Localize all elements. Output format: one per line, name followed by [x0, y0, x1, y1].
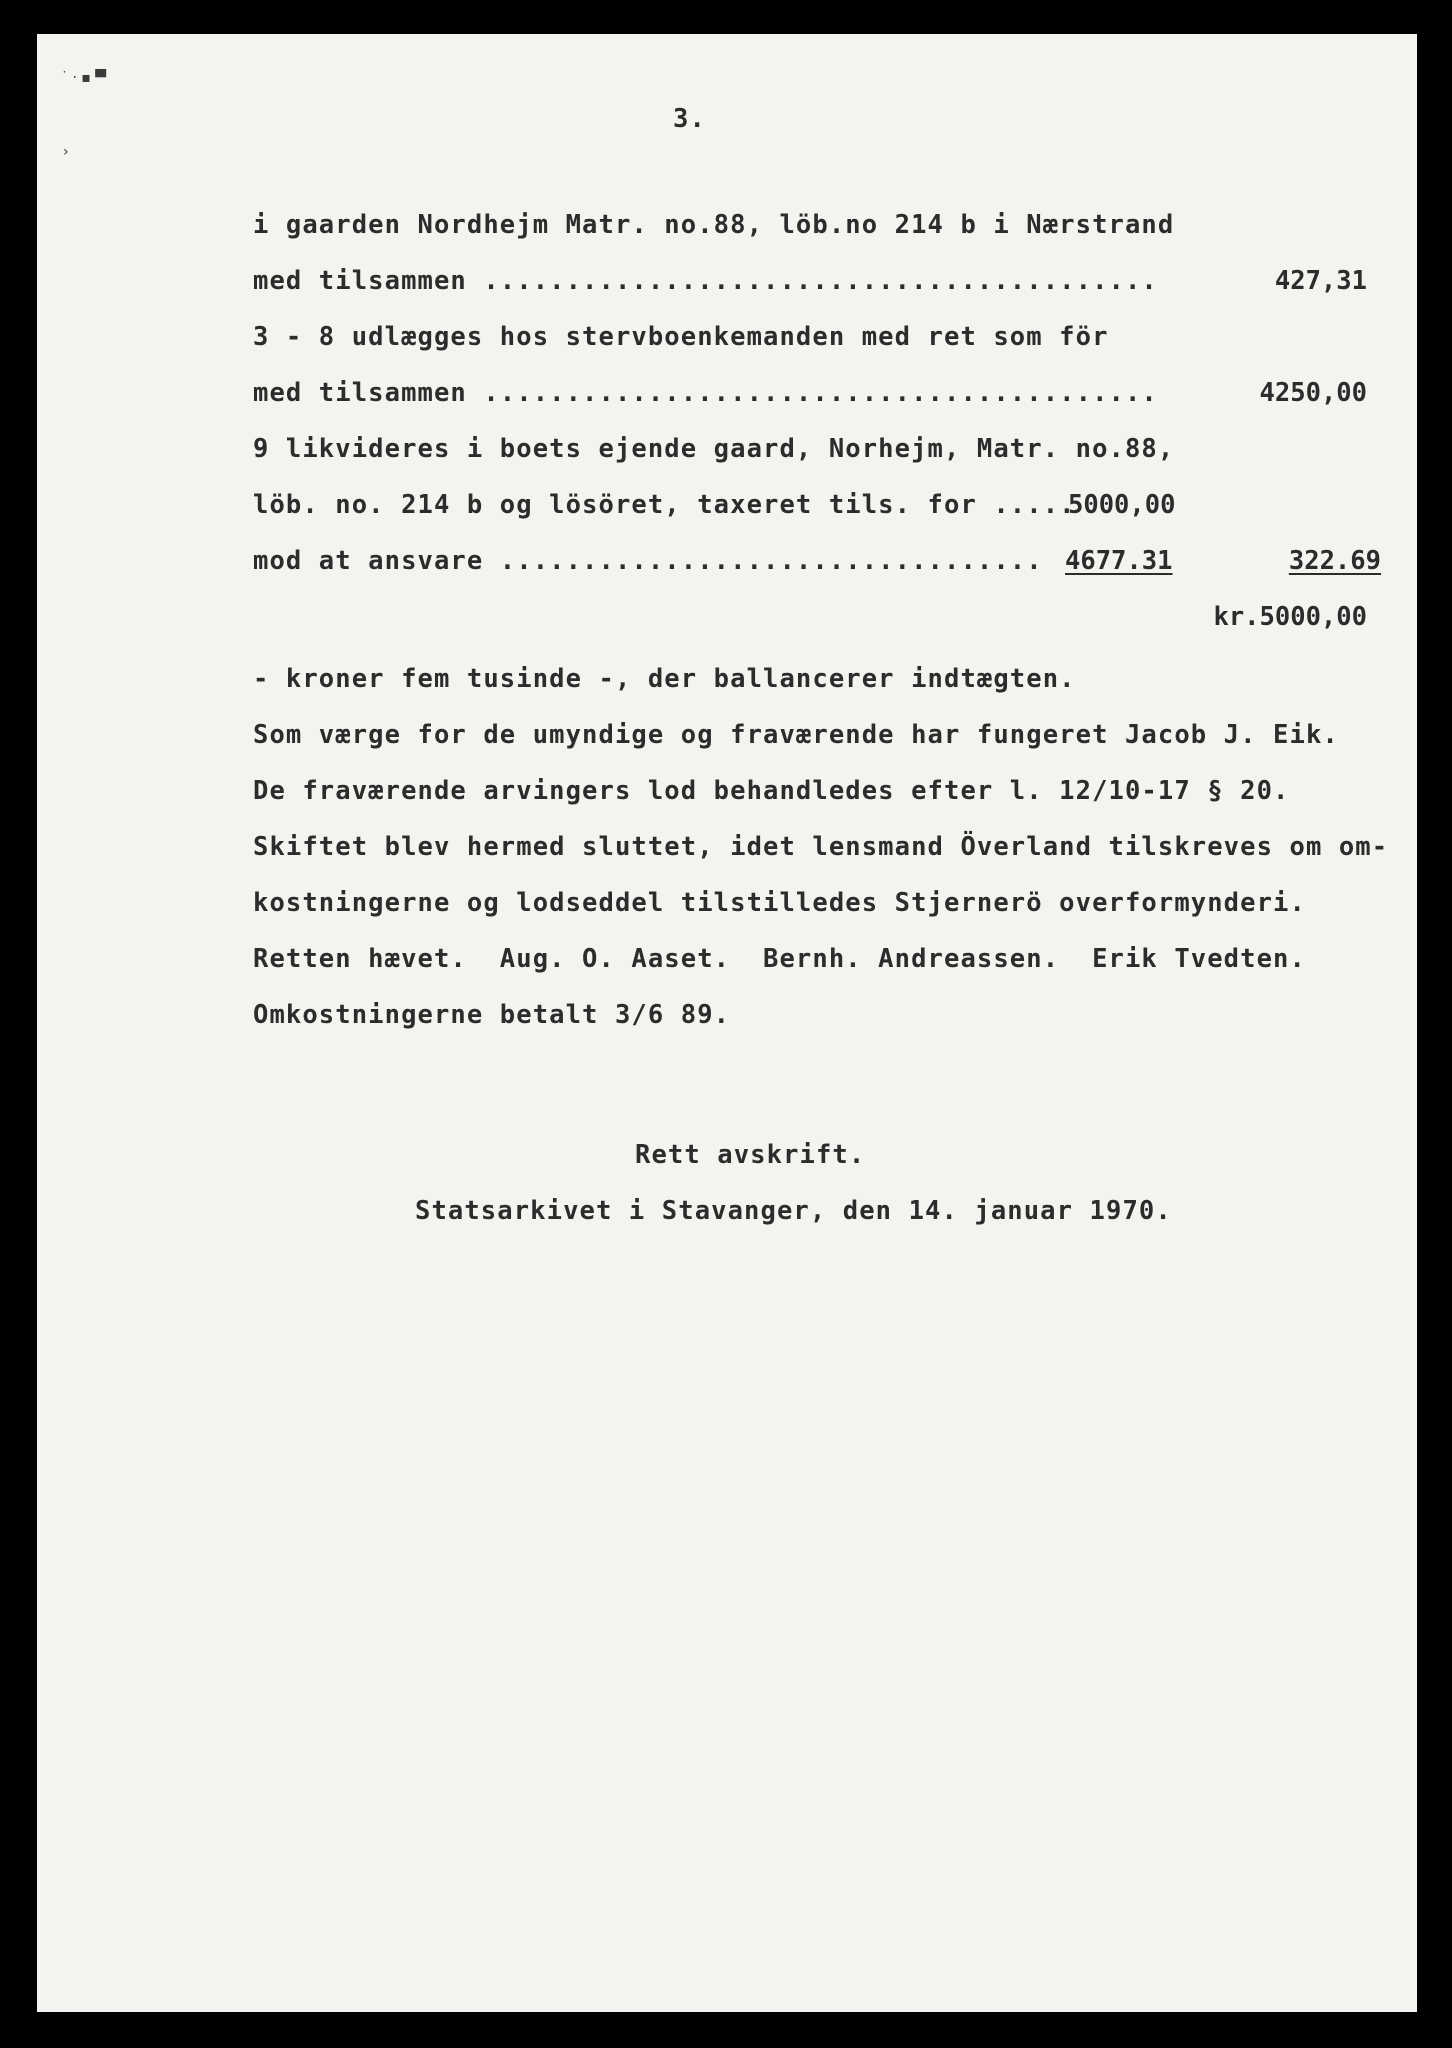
- amount-4250: 4250,00: [1259, 378, 1367, 408]
- closing-place-date: Statsarkivet i Stavanger, den 14. januar 1970.: [415, 1196, 1172, 1226]
- margin-mark: ˙ · ▪ ▀: [61, 70, 107, 86]
- body-line-1: - kroner fem tusinde -, der ballancerer indtægten.: [253, 664, 1076, 694]
- estate-line-6: löb. no. 214 b og lösöret, taxeret tils. for .....: [253, 490, 1076, 520]
- estate-line-4: med tilsammen .........................................: [253, 378, 1158, 408]
- amount-5000: 5000,00: [1068, 490, 1176, 520]
- body-line-3: De fraværende arvingers lod behandledes efter l. 12/10-17 § 20.: [253, 776, 1290, 806]
- body-line-5: kostningerne og lodseddel tilstilledes Stjernerö overformynderi.: [253, 888, 1306, 918]
- body-line-4: Skiftet blev hermed sluttet, idet lensmand Överland tilskreves om om-: [253, 832, 1389, 862]
- body-line-7: Omkostningerne betalt 3/6 89.: [253, 1000, 731, 1030]
- page-number: 3.: [673, 104, 706, 134]
- total-amount: kr.5000,00: [1213, 602, 1367, 632]
- body-line-2: Som værge for de umyndige og fraværende har fungeret Jacob J. Eik.: [253, 720, 1339, 750]
- document-page: [37, 34, 1417, 2012]
- amount-322: 322.69: [1288, 546, 1381, 576]
- estate-line-1: i gaarden Nordhejm Matr. no.88, löb.no 214 b i Nærstrand: [253, 210, 1175, 240]
- amount-427: 427,31: [1274, 266, 1367, 296]
- amount-4677: 4677.31: [1065, 546, 1173, 576]
- estate-line-7: mod at ansvare .................................: [253, 546, 1043, 576]
- estate-line-2: med tilsammen .........................................: [253, 266, 1158, 296]
- estate-line-5: 9 likvideres i boets ejende gaard, Norhejm, Matr. no.88,: [253, 434, 1175, 464]
- body-line-6: Retten hævet. Aug. O. Aaset. Bernh. Andreassen. Erik Tvedten.: [253, 944, 1306, 974]
- closing-attestation: Rett avskrift.: [635, 1140, 866, 1170]
- estate-line-3: 3 - 8 udlægges hos stervboenkemanden med ret som för: [253, 322, 1109, 352]
- margin-mark: ›: [63, 144, 69, 160]
